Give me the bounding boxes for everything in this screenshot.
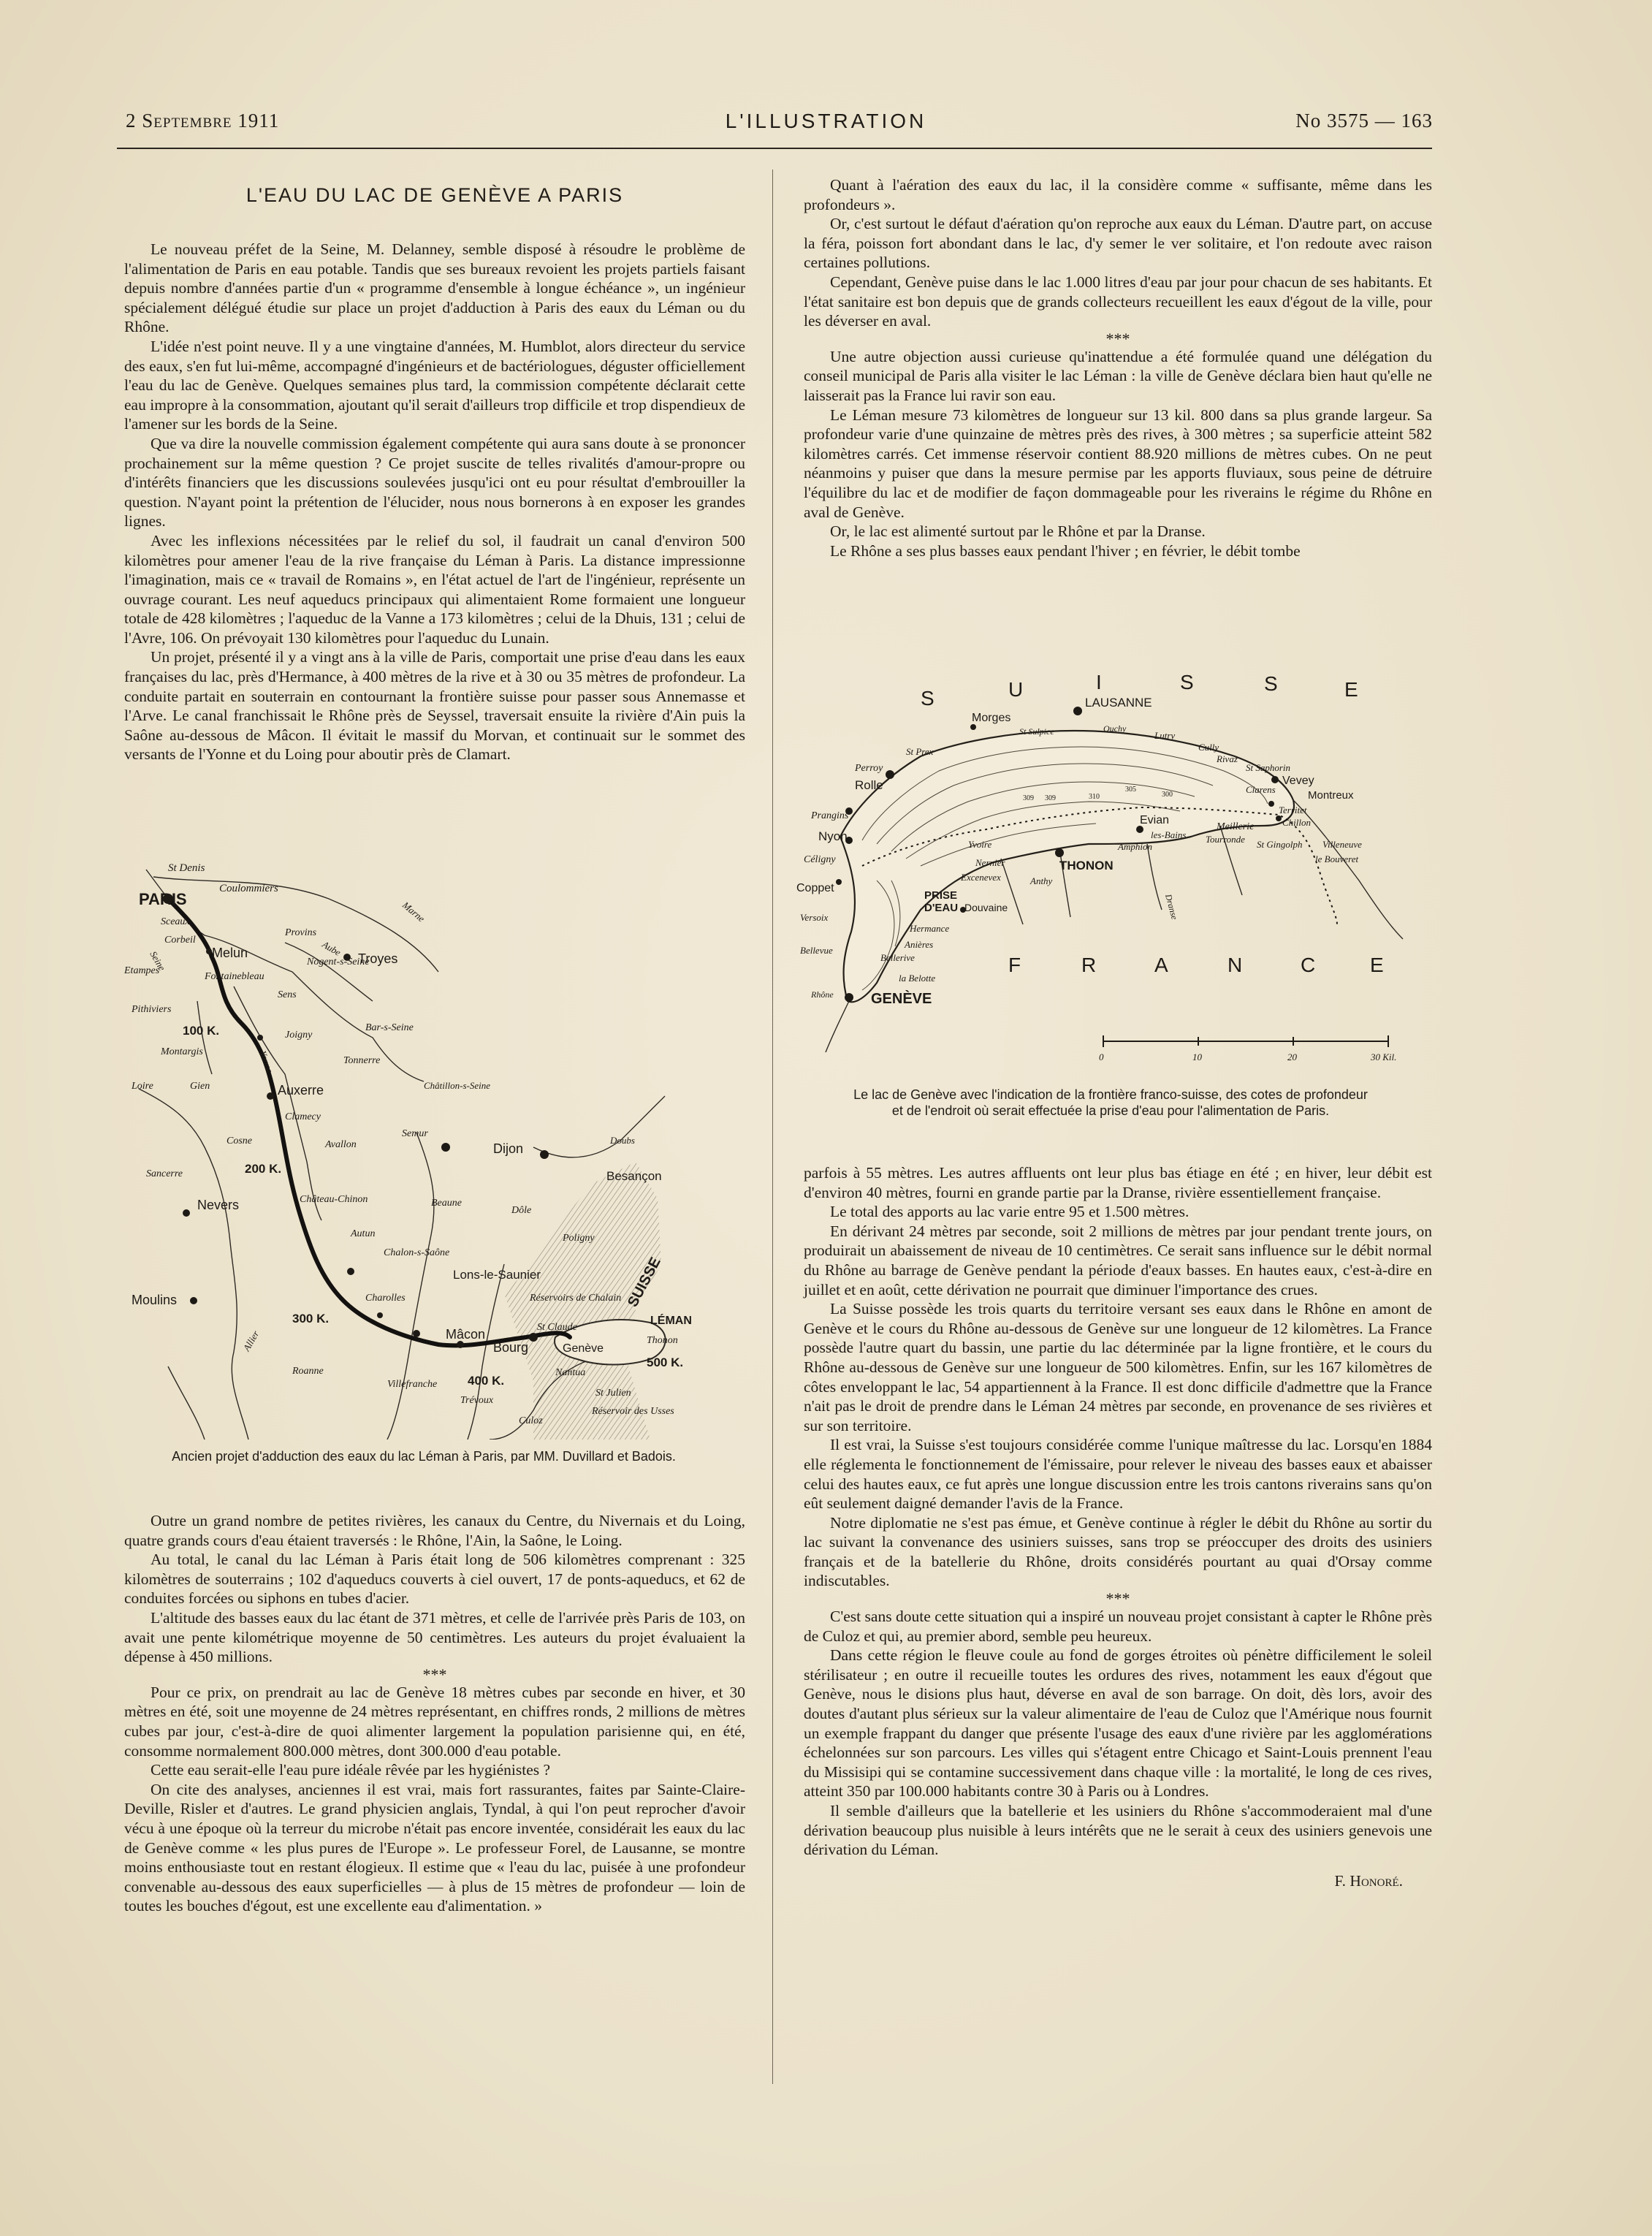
map-label: Perroy [855, 763, 883, 774]
map-label: Coulommiers [219, 883, 278, 894]
map-label: Auxerre [278, 1083, 324, 1098]
map-label: Sceaux [161, 916, 190, 927]
header-rule [117, 148, 1432, 149]
paragraph: Cette eau serait-elle l'eau pure idéale rêvée par les hygiénistes ? [151, 1761, 551, 1779]
map-label: Ouchy [1103, 723, 1127, 734]
map-label: Château-Chinon [300, 1194, 368, 1205]
paragraph: Il est vrai, la Suisse s'est toujours considérée comme l'unique maîtresse du lac. Lorsqu'en 1884 elle réglementa le fonctionnement de l'émissaire, pour relever le niveau des basses eaux et abaisser celui des hautes eaux, ce fut après une longue discussion entre les trois cantons riverains sans qu'on eût seulement daigné demander l'avis de la France. [804, 1436, 1432, 1513]
river-loing [197, 1001, 212, 1074]
map-label: Avallon [325, 1139, 357, 1150]
river-doubs [533, 1096, 665, 1157]
left-column-top [124, 240, 745, 764]
map-label: Tonnerre [343, 1055, 381, 1066]
paragraph: Le Léman mesure 73 kilomètres de longueur sur 13 kil. 800 dans sa plus grande largeur. Sa profondeur varie d'une quinzaine de mètres près des rives, à 300 mètres ; sa superficie atteint 582 kilomètres carrés. Cet immense réservoir contient 88.920 millions de mètres cubes. On ne peut néanmoins y puiser que dans la mesure permise par les apports fluviaux, sous peine de détruire l'équilibre du lac et de modifier de façon dommageable pour les riverains le régime du Rhône en aval de Genève. [804, 406, 1432, 521]
paragraph: Outre un grand nombre de petites rivières, les canaux du Centre, du Nivernais et du Loing, quatre grands cours d'eau étaient traversés : le Rhône, l'Ain, la Saône, le Loing. [124, 1512, 745, 1549]
map-label: Lutry [1154, 730, 1176, 741]
paragraph: Dans cette région le fleuve coule au fond de gorges étroites où pénètre difficilement le soleil stérilisateur ; en outre il recueille toutes les ordures des rives, notamment les eaux d'égout que Genève, nous le disions plus haut, déverse en aval de son barrage. On doit, dès lors, avoir des doutes d'autant plus sérieux sur la valeur alimentaire de l'eau de Culoz que l'Amérique nous fournit un exemple frappant du danger que présente l'usage des eaux d'une rivière par les agglomérations échelonnées sur son parcours. Les villes qui s'étagent entre Chicago et Saint-Louis prennent l'eau du Missisipi qui se contamine successivement dans chaque ville : la mortalité, le long de ces rives, atteint 350 par 100.000 habitants contre 30 à Paris ou à Londres. [804, 1646, 1432, 1800]
map-label: 0 [1099, 1052, 1104, 1062]
author-signature: F. Honoré. [1334, 1871, 1403, 1890]
map-label: Nernier [975, 857, 1005, 868]
issue-date: 2 Septembre 1911 [126, 110, 280, 132]
map-label: Clarens [1246, 784, 1276, 795]
map-label: 30 Kil. [1371, 1052, 1397, 1062]
map-label: Dijon [493, 1141, 524, 1156]
map-label: Besançon [606, 1169, 662, 1183]
map-label: 500 K. [647, 1355, 684, 1369]
river-saone [387, 1133, 434, 1440]
map-label: Nevers [197, 1198, 240, 1212]
map-label: E [1344, 678, 1358, 701]
map-label: 300 [1162, 791, 1173, 799]
map-label: SUISSE [624, 1255, 664, 1310]
map-label: St Prex [906, 746, 934, 757]
map-label: Villefranche [387, 1379, 438, 1390]
map-label: Excenevex [961, 872, 1001, 883]
map-label: Provins [285, 927, 317, 938]
map-label: St Gingolph [1257, 839, 1303, 850]
map-label: Nogent-s-Seine [307, 957, 370, 967]
map-label: 400 K. [468, 1374, 505, 1388]
map-label: F [1008, 954, 1021, 976]
map-label: le Bouveret [1315, 853, 1359, 864]
river-rhone-lower [826, 1001, 849, 1052]
map-label: GENÈVE [871, 991, 932, 1007]
paragraph: Cependant, Genève puise dans le lac 1.000 litres d'eau par jour pour chacun de ses habitants. Et l'état sanitaire est bon depuis que de grands collecteurs recueillent les eaux d'égout de la ville, pour les déverser en aval. [804, 273, 1432, 330]
map-label: Autun [351, 1228, 376, 1239]
map-label: R [1081, 954, 1097, 976]
map-label: St Claude [537, 1322, 577, 1333]
paragraph: La Suisse possède les trois quarts du territoire versant ses eaux dans le Rhône en amont de Genève et le cours du Rhône au-dessous de Genève sur une longueur de 12 kilomètres. La France possède l'autre quart du bassin, une partie du lac déterminée par la ligne frontière, et le cours du Rhône au-dessous de Genève sur une longueur de 500 kilomètres. Enfin, sur les 167 kilomètres de côtes enveloppant le lac, 54 appartiennent à la France. Il est donc difficile d'admettre que la France n'ait pas le droit de prendre dans le Léman 24 mètres par seconde, en provenance de ses rivières et sur son territoire. [804, 1300, 1432, 1434]
map-label: Gien [190, 1081, 210, 1092]
map-label: 200 K. [245, 1162, 282, 1176]
paragraph: Au total, le canal du lac Léman à Paris était long de 506 kilomètres comprenant : 325 kilomètres de souterrains ; 102 d'aqueducs couverts à ciel ouvert, 17 de ponts-aqueducs, et 62 de conduites forcées ou siphons en tubes d'acier. [124, 1551, 745, 1608]
map-label: Vevey [1282, 775, 1314, 787]
map-label: A [1154, 954, 1168, 976]
map-label: Anthy [1030, 875, 1053, 886]
map-label: St Saphorin [1246, 762, 1291, 773]
map-label: Sancerre [146, 1168, 183, 1179]
paragraph: Il semble d'ailleurs que la batellerie et les usiniers du Rhône s'accommoderaient mal d'une dérivation beaucoup plus nuisible à leurs intérêts que ne le serait à ceux des usiniers genevois une dérivation du Léman. [804, 1802, 1432, 1859]
map-label: Villeneuve [1322, 839, 1362, 850]
map-label: 20 [1287, 1052, 1297, 1062]
paragraph: Le nouveau préfet de la Seine, M. Delanney, semble disposé à résoudre le problème de l'alimentation de Paris en eau potable. Tandis que ses bureaux revoient les projets partiels faisant depuis nombre d'années partie d'un « programme d'ensemble à longue échéance », un ingénieur spécialement délégué étudie sur place un projet d'adduction à Paris des eaux du Léman ou du Rhône. [124, 240, 745, 336]
map-label: Dôle [511, 1205, 532, 1216]
paragraph: Avec les inflexions nécessitées par le relief du sol, il faudrait un canal d'environ 500 kilomètres pour amener l'eau de la rive française du Léman à Paris. La distance impressionne l'imagination, mais ce « travail de Romains », en l'état actuel de l'art de l'ingénieur, représente un ouvrage courant. Les neuf aqueducs principaux qui alimentaient Rome formaient une longueur totale de 428 kilomètres ; l'aqueduc de la Vanne a 173 kilomètres ; celui de la Dhuis, 131 ; celui de l'Avre, 106. On prévoyait 130 kilomètres pour l'aqueduc du Lunain. [124, 531, 745, 647]
left-column-bottom [124, 1511, 745, 1916]
map-label: Dranse [1163, 893, 1180, 921]
map-label: St Denis [168, 862, 205, 874]
map-label: Rhône [811, 989, 834, 1000]
map-label: D'EAU [924, 902, 959, 914]
map-label: Lons-le-Saunier [453, 1268, 541, 1282]
paragraph: Notre diplomatie ne s'est pas émue, et Genève continue à régler le débit du Rhône au sortir du lac suivant la convenance des usiniers suisses, sans trop se préoccuper des droits des usiniers français et de la batellerie du Rhône, droits considérés pourtant au quai d'Orsay comme indiscutables. [804, 1513, 1432, 1590]
map-label: Bellerive [880, 952, 915, 963]
map-label: Yvoire [968, 839, 992, 850]
map-label: Cosne [227, 1136, 252, 1146]
paragraph: En dérivant 24 mètres par seconde, soit 2 millions de mètres par jour pendant trente jours, on produirait un abaissement de niveau de 10 centimètres. Ce serait sans influence sur le débit normal du Rhône au barrage de Genève pendant la période d'eaux basses. En hautes eaux, c'est-à-dire en juillet et en août, cette dérivation ne pourrait que diminuer l'importance des crues. [804, 1222, 1432, 1298]
map-label: Bellevue [800, 945, 833, 956]
map-label: U [1008, 678, 1024, 701]
paragraph: On cite des analyses, anciennes il est vrai, mais fort rassurantes, faites par Sainte-Claire-Deville, Risler et d'autres. Le grand physicien anglais, Tyndal, à qui l'on peut reprocher d'avoir vécu à une époque où la terreur du microbe n'était pas encore inventée, considérait les eaux du lac de Genève comme « les plus pures de l'Europe ». Le professeur Forel, de Lausanne, se montre moins enthousiaste tout en restant élogieux. Il estime que « l'eau du lac, puisée à une profondeur convenable au-dessous des eaux superficielles — à plus de 15 mètres de profondeur — loin de toutes les bouches d'égout, est une excellente eau d'alimentation. » [124, 1780, 745, 1915]
caption-line: Le lac de Genève avec l'indication de la frontière franco-suisse, des cotes de profondeur [853, 1087, 1368, 1102]
map-label: S [921, 687, 937, 710]
map-label: Rivaz [1217, 753, 1238, 764]
map-label: Seine [148, 949, 168, 973]
map-label: St Sulpice [1019, 726, 1054, 737]
map-label: Réservoirs de Chalain [530, 1293, 622, 1304]
map-label: Amphion [1118, 841, 1152, 852]
map-label: PRISE [924, 889, 958, 902]
river-dranse [1147, 844, 1162, 910]
map-label: St Julien [595, 1388, 631, 1399]
map-label: Montreux [1308, 789, 1354, 802]
map-label: Marne [400, 899, 427, 924]
right-column-bottom [804, 1163, 1432, 1890]
map-label: Yonne [257, 1049, 275, 1075]
map-label: Trévoux [460, 1395, 494, 1406]
map-label: C [1301, 954, 1316, 976]
map-label: 310 [1089, 793, 1100, 801]
map-label: Rolle [855, 778, 883, 792]
map-label: Evian [1140, 814, 1170, 826]
paragraph: Un projet, présenté il y a vingt ans à la ville de Paris, comportait une prise d'eau dans les eaux françaises du lac, près d'Hermance, à 400 mètres de la rive et à 30 ou 35 mètres de profondeur. La conduite partait en souterrain en contournant la frontière suisse pour passer sous Annemasse et l'Arve. Le canal franchissait le Rhône près de Seyssel, traversait ensuite la rivière d'Ain puis la Saône au-dessous de Mâcon. Il évitait le massif du Morvan, et continuait sur le sommet des versants de l'Yonne et du Loing pour aboutir près de Clamart. [124, 648, 745, 764]
right-map-caption [782, 1087, 1439, 1119]
map-label: Hermance [910, 923, 950, 934]
map-label: Sens [278, 989, 297, 1000]
issue-number: No 3575 — 163 [1295, 110, 1433, 132]
map-label: Allier [240, 1328, 262, 1353]
map-label: Genève [563, 1342, 604, 1355]
map-label: Châtillon-s-Seine [424, 1080, 490, 1091]
map-label: Roanne [292, 1366, 324, 1377]
map-label: Tourronde [1206, 834, 1245, 845]
map-paris-leman-route [124, 855, 731, 1440]
map-label: Nyon [818, 829, 848, 843]
map-label: Bar-s-Seine [365, 1022, 414, 1033]
map-label: Pithiviers [132, 1004, 172, 1015]
map-label: Joigny [285, 1030, 313, 1041]
map-label: Loire [132, 1081, 153, 1092]
map-label: Nantua [555, 1367, 586, 1378]
map-label: Bourg [493, 1340, 529, 1355]
map-label: 309 [1045, 794, 1056, 802]
map-label: 300 K. [292, 1312, 330, 1326]
map-label: Etampes [124, 965, 160, 976]
paragraph: Or, c'est surtout le défaut d'aération qu'on reproche aux eaux du Léman. D'autre part, on accuse la féra, poisson fort abondant dans le lac, d'y semer le ver solitaire, et l'on redoute avec raison certaines pollutions. [804, 215, 1432, 272]
map-label: Anières [905, 939, 934, 950]
map-label: E [1370, 954, 1384, 976]
caption-line: et de l'endroit où serait effectuée la prise d'eau pour l'alimentation de Paris. [891, 1103, 1330, 1118]
map-label: Semur [402, 1128, 428, 1139]
map-label: LÉMAN [650, 1315, 692, 1327]
map-label: Clamecy [285, 1111, 321, 1122]
section-break: *** [1105, 1589, 1130, 1608]
map-label: Territet [1279, 805, 1307, 815]
map-label: Doubs [610, 1135, 635, 1146]
scale-bar [1103, 1035, 1388, 1047]
map-label: Cully [1198, 742, 1219, 753]
map-label: Fontainebleau [205, 971, 264, 982]
map-label: PARIS [139, 890, 187, 908]
map-label: Mâcon [446, 1327, 486, 1342]
paragraph: Quant à l'aération des eaux du lac, il la considère comme « suffisante, même dans les profondeurs ». [804, 176, 1432, 213]
map-label: Morges [972, 712, 1011, 724]
publication-title: L'ILLUSTRATION [725, 110, 927, 132]
map-label: Poligny [563, 1233, 595, 1244]
paragraph: parfois à 55 mètres. Les autres affluents ont leur plus bas étiage en été ; en hiver, leur débit est d'environ 40 mètres, fourni en grande partie par la Dranse, rivière essentiellement française. [804, 1164, 1432, 1201]
map-label: Beaune [431, 1198, 462, 1209]
map-label: 100 K. [183, 1024, 220, 1038]
map-label: 309 [1023, 794, 1034, 802]
map-label: Réservoir des Usses [592, 1406, 674, 1417]
map-label: S [1180, 671, 1194, 693]
map-label: LAUSANNE [1085, 696, 1152, 710]
map-label: THONON [1059, 859, 1114, 872]
paragraph: Une autre objection aussi curieuse qu'inattendue a été formulée quand une délégation du conseil municipal de Paris alla visiter le lac Léman : la ville de Genève déclara bien haut qu'elle ne laisserait pas la France lui ravir son eau. [804, 347, 1432, 404]
map-lake-geneva [782, 661, 1439, 1071]
paragraph: Pour ce prix, on prendrait au lac de Genève 18 mètres cubes par seconde en hiver, et 30 mètres en été, soit une moyenne de 24 mètres représentant, en chiffres ronds, 2 millions de mètres cubes par jour, c'est-à-dire de quoi alimenter largement la population parisienne qui, en été, consomme normalement 800.000 mètres, dont 300.000 d'eau potable. [124, 1683, 745, 1760]
map-label: S [1264, 672, 1278, 695]
map-label: 10 [1192, 1052, 1202, 1062]
map-label: Céligny [804, 854, 836, 865]
paragraph: Le total des apports au lac varie entre 95 et 1.500 mètres. [830, 1203, 1189, 1221]
section-break: *** [422, 1665, 447, 1684]
map-label: Moulins [132, 1293, 178, 1307]
paragraph: Que va dire la nouvelle commission également compétente qui aura sans doute à se prononcer prochainement sur la même question ? Ce projet suscite de telles rivalités d'amour-propre ou d'intérêts financiers que les discussions soulevées jusqu'ici ont eu pour résultat d'embrouiller la question. N'ayant point la prétention de l'élucider, nous nous bornerons à en exposer les grandes lignes. [124, 434, 745, 531]
map-label: N [1227, 954, 1243, 976]
map-label: les-Bains [1151, 829, 1187, 840]
column-divider [772, 170, 773, 2084]
map-label: I [1096, 671, 1102, 693]
section-break: *** [1105, 329, 1130, 348]
map-label: Culoz [519, 1415, 543, 1426]
paragraph: C'est sans doute cette situation qui a inspiré un nouveau projet consistant à capter le Rhône près de Culoz et qui, au premier abord, semble peu heureux. [804, 1608, 1432, 1645]
right-column-top [804, 175, 1432, 560]
map-label: Chalon-s-Saône [384, 1247, 450, 1258]
map-label: Versoix [800, 912, 829, 923]
map-label: Aube [320, 938, 343, 958]
map-label: Coppet [796, 882, 834, 894]
paragraph: L'altitude des basses eaux du lac étant de 371 mètres, et celle de l'arrivée près Paris de 103, on avait une pente kilométrique moyenne de 50 centimètres. Les auteurs du projet évaluaient la dépense à 450 millions. [124, 1608, 745, 1666]
map-label: Thonon [647, 1335, 678, 1346]
left-map-caption: Ancien projet d'adduction des eaux du lac Léman à Paris, par MM. Duvillard et Badois. [172, 1449, 676, 1464]
map-label: Montargis [161, 1046, 203, 1057]
map-label: Melun [212, 946, 248, 960]
map-label: Douvaine [964, 902, 1008, 913]
paragraph: Le Rhône a ses plus basses eaux pendant l'hiver ; en février, le débit tombe [830, 541, 1301, 560]
map-label: Troyes [358, 951, 398, 966]
map-label: Charolles [365, 1293, 406, 1304]
paragraph: Or, le lac est alimenté surtout par le Rhône et par la Dranse. [830, 522, 1206, 541]
map-label: 305 [1125, 786, 1136, 794]
paragraph: L'idée n'est point neuve. Il y a une vingtaine d'années, M. Humblot, alors directeur du service des eaux, s'en fut lui-même, accompagné d'ingénieurs et de bactériologues, déguster officiellement l'eau du lac de Genève. Quelques semaines plus tard, la commission compétente déclarait cette eau impropre à la consommation, ajoutant qu'il serait d'ailleurs trop difficile et trop dispendieux de l'amener sur les bords de la Seine. [124, 337, 745, 433]
river-allier [168, 1366, 205, 1440]
map-label: Corbeil [164, 935, 196, 946]
map-label: la Belotte [899, 973, 936, 984]
article-title: L'EAU DU LAC DE GENÈVE A PARIS [245, 184, 624, 206]
map-label: Prangins [811, 810, 849, 821]
map-label: Chillon [1282, 817, 1312, 828]
map-label: Meillerie [1217, 821, 1255, 832]
